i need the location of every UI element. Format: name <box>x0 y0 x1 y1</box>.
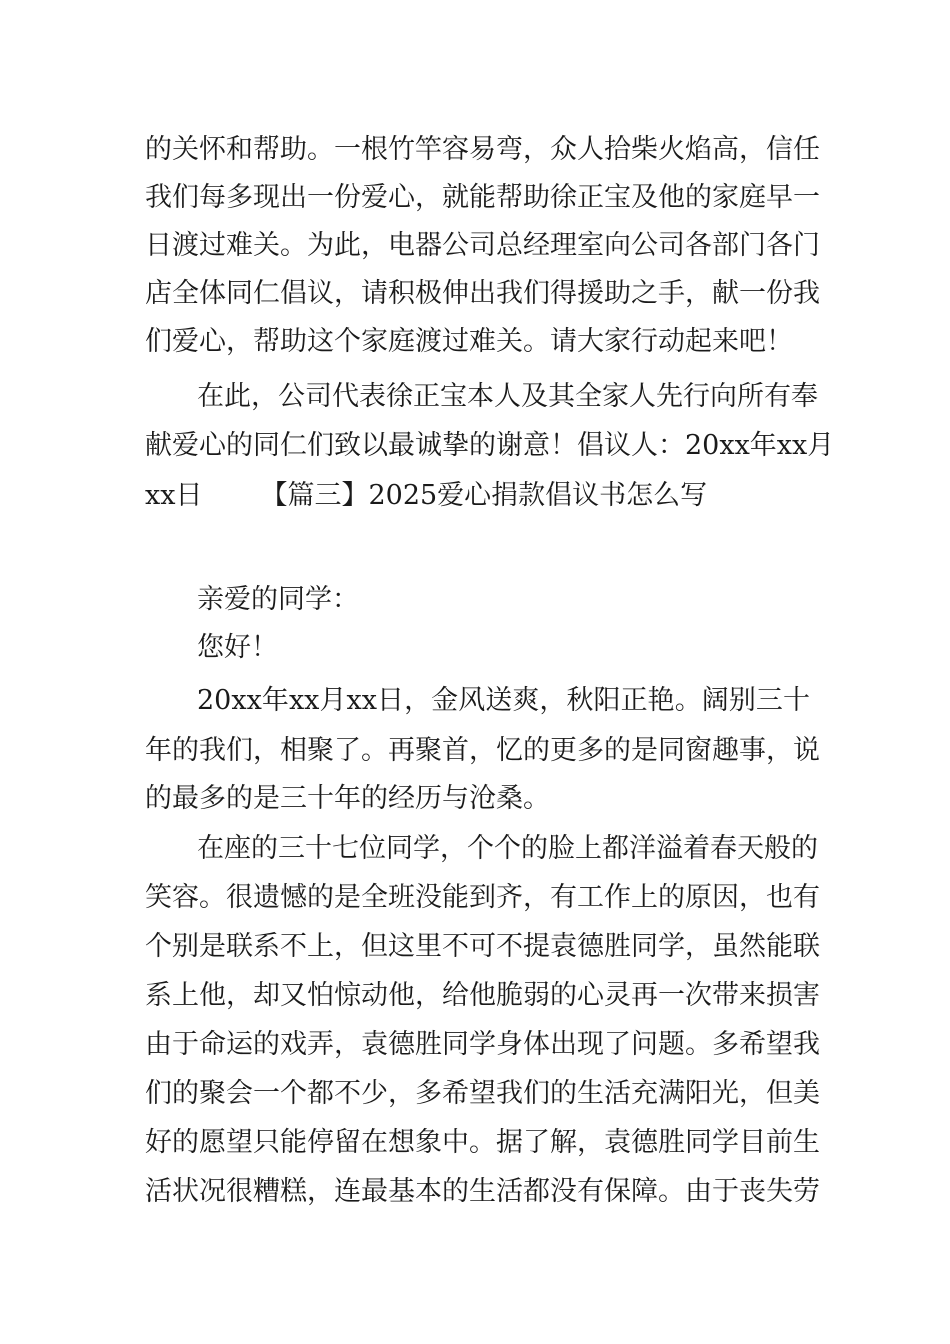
text-line: 笑容。很遗憾的是全班没能到齐，有工作上的原因，也有 <box>145 882 820 913</box>
salutation: 亲爱的同学： <box>197 584 359 615</box>
text-line: 好的愿望只能停留在想象中。据了解，袁德胜同学目前生 <box>145 1127 820 1158</box>
date-end: xx日 <box>145 480 203 511</box>
text-line: 个别是联系不上，但这里不可不提袁德胜同学，虽然能联 <box>145 931 820 962</box>
text-line: 在此，公司代表徐正宝本人及其全家人先行向所有奉 <box>197 381 818 412</box>
text-line: 活状况很糟糕，连最基本的生活都没有保障。由于丧失劳 <box>145 1176 820 1207</box>
text-line: 日渡过难关。为此，电器公司总经理室向公司各部门各门 <box>145 230 820 261</box>
text-line: 们爱心，帮助这个家庭渡过难关。请大家行动起来吧！ <box>145 326 793 357</box>
text-line: 由于命运的戏弄，袁德胜同学身体出现了问题。多希望我 <box>145 1029 820 1060</box>
text-line: 们的聚会一个都不少，多希望我们的生活充满阳光，但美 <box>145 1078 820 1109</box>
text-line: 的最多的是三十年的经历与沧桑。 <box>145 783 550 814</box>
text-line: 店全体同仁倡议，请积极伸出我们得援助之手，献一份我 <box>145 278 820 309</box>
text-line: 在座的三十七位同学，个个的脸上都洋溢着春天般的 <box>197 833 818 864</box>
text-line: 我们每多现出一份爱心，就能帮助徐正宝及他的家庭早一 <box>145 182 820 213</box>
text-line: 年的我们，相聚了。再聚首，忆的更多的是同窗趣事，说 <box>145 735 820 766</box>
date-and-heading-line <box>145 479 810 513</box>
text-line: 献爱心的同仁们致以最诚挚的谢意！倡议人：20xx年xx月 <box>145 430 835 461</box>
greeting: 您好！ <box>197 632 278 663</box>
text-line: 20xx年xx月xx日，金风送爽，秋阳正艳。阔别三十 <box>197 685 810 716</box>
text-line: 的关怀和帮助。一根竹竿容易弯，众人拾柴火焰高，信任 <box>145 134 820 165</box>
section-heading: 【篇三】2025爱心捐款倡议书怎么写 <box>260 480 708 511</box>
text-line: 系上他，却又怕惊动他，给他脆弱的心灵再一次带来损害 <box>145 980 820 1011</box>
